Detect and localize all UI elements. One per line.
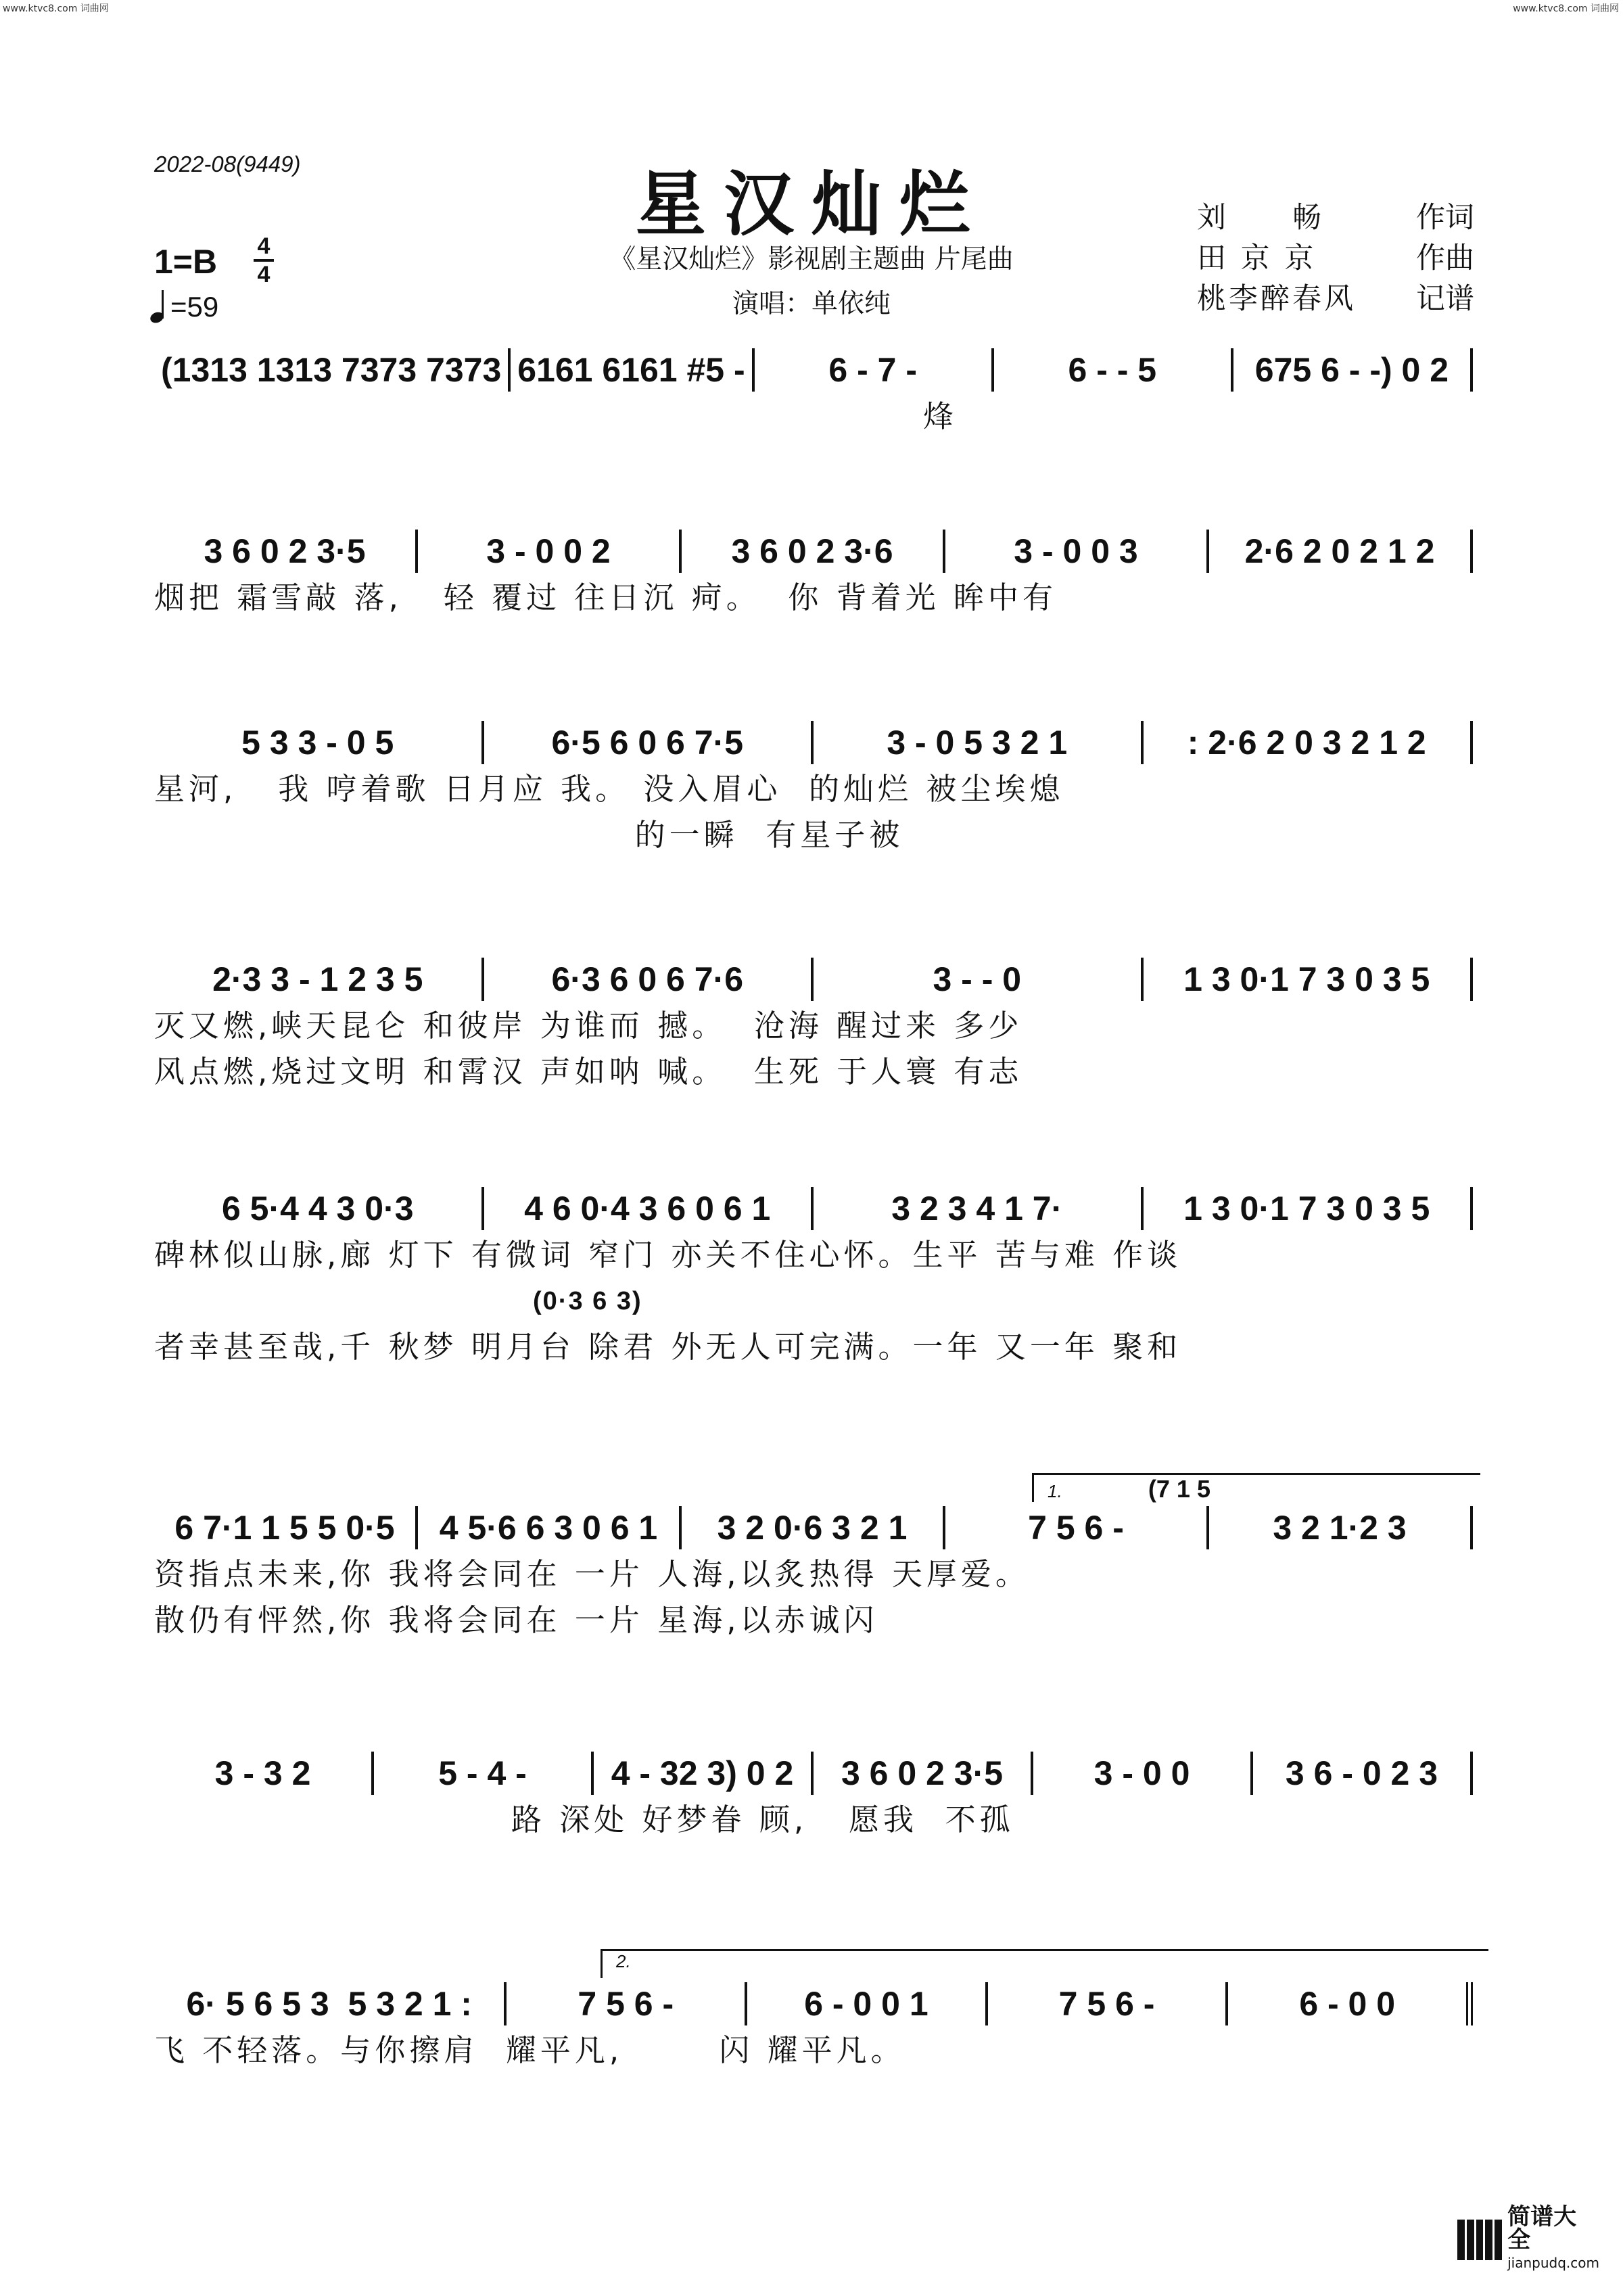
credit-composer (1197, 238, 1474, 279)
measure: 6 - - 5 (994, 348, 1233, 392)
credit-transcriber (1197, 279, 1474, 319)
measure: (1313 1313 7373 7373 (154, 348, 511, 392)
score-system-8 (154, 1951, 1473, 2074)
volta-number: 2. (616, 1951, 631, 1971)
score-system-3 (154, 719, 1473, 858)
measure: : 2·6 2 0 3 2 1 2 (1144, 721, 1474, 764)
score-system-5 (154, 1185, 1473, 1370)
watermark-right: www.ktvc8.com 词曲网 (1513, 3, 1619, 14)
measure: 3 2 1·2 3 (1209, 1506, 1473, 1549)
measure: 3 2 3 4 1 7· (814, 1187, 1144, 1230)
score-system-7 (154, 1750, 1473, 1843)
measure: 6 - 0 0 1 (747, 1982, 988, 2025)
notes-row (154, 1504, 1473, 1551)
measure: 4 - 32 3) 0 2 (594, 1752, 814, 1795)
notes-row (154, 1750, 1473, 1797)
logo-name: 简谱大全 (1507, 2203, 1577, 2253)
score-system-6 (154, 1475, 1473, 1643)
lyric-line: 飞 不轻落。与你擦肩 耀平凡, 闪 耀平凡。 (154, 2032, 905, 2068)
credit-role: 作词 (1416, 201, 1474, 235)
lyric-line: 烽 (154, 398, 958, 434)
measure: 3 - 0 0 (1033, 1752, 1253, 1795)
measure: 6·5 6 0 6 7·5 (484, 721, 814, 764)
tempo-value: =59 (170, 291, 219, 323)
tempo-marking (150, 291, 218, 323)
measure: 2·6 2 0 2 1 2 (1209, 530, 1473, 573)
measure: 5 - 4 - (374, 1752, 594, 1795)
site-logo (1457, 2203, 1599, 2274)
measure: 7 5 6 - (507, 1982, 747, 2025)
credit-name: 刘 畅 (1197, 201, 1324, 235)
measure: 1 3 0·1 7 3 0 3 5 (1144, 958, 1474, 1001)
score-system-4 (154, 956, 1473, 1095)
volta-number: 1. (1048, 1481, 1062, 1501)
score-system-2 (154, 528, 1473, 621)
measure: 3 2 0·6 3 2 1 (682, 1506, 945, 1549)
measure-final: 6 - 0 0 (1228, 1982, 1473, 2025)
measure: 3 - 0 0 2 (418, 530, 682, 573)
song-title: 星汉灿烂 (635, 163, 987, 245)
lyric-line: 碑林似山脉,廊 灯下 有微词 窄门 亦关不住心怀。生平 苦与难 作谈 (154, 1237, 1182, 1273)
measure: 3 6 0 2 3·5 (814, 1752, 1033, 1795)
measure: 3 - 0 5 3 2 1 (814, 721, 1144, 764)
score-system-1 (154, 346, 1473, 440)
song-subtitle: 《星汉灿烂》影视剧主题曲 片尾曲 (609, 244, 1014, 275)
lyric-line: 者幸甚至哉,千 秋梦 明月台 除君 外无人可完满。一年 又一年 聚和 (154, 1329, 1182, 1365)
measure: 3 6 0 2 3·6 (682, 530, 945, 573)
lyric-line: 散仍有怦然,你 我将会同在 一片 星海,以赤诚闪 (154, 1602, 878, 1638)
notes-row (154, 1185, 1473, 1232)
measure: 6 5·4 4 3 0·3 (154, 1187, 484, 1230)
credit-role: 作曲 (1416, 241, 1474, 275)
measure: 7 5 6 - (988, 1982, 1229, 2025)
measure: 2·3 3 - 1 2 3 5 (154, 958, 484, 1001)
key-signature: 1=B (154, 243, 218, 281)
notes-row (154, 528, 1473, 575)
lyric-line: 的一瞬 有星子被 (154, 817, 904, 853)
credit-role: 记谱 (1416, 282, 1474, 316)
measure: 1 3 0·1 7 3 0 3 5 (1144, 1187, 1474, 1230)
lyric-line: 星河, 我 哼着歌 日月应 我。 没入眉心 的灿烂 被尘埃熄 (154, 771, 1064, 807)
lyric-line: 资指点未来,你 我将会同在 一片 人海,以炙热得 天厚爱。 (154, 1556, 1030, 1592)
credit-lyricist (1197, 197, 1474, 238)
watermark-left: www.ktvc8.com 词曲网 (3, 3, 109, 14)
measure: 6161 6161 #5 - (511, 348, 754, 392)
alternate-notes: (0·3 6 3) (533, 1287, 642, 1315)
notes-row (154, 346, 1473, 394)
measure: 6· 5 6 5 3 5 3 2 1 : (154, 1982, 507, 2025)
credits-block (1197, 197, 1474, 319)
measure: 6 - 7 - (755, 348, 994, 392)
measure: 4 6 0·4 3 6 0 6 1 (484, 1187, 814, 1230)
grace-notes: (7 1 5 (1148, 1475, 1210, 1503)
second-ending-bracket (601, 1949, 1488, 1978)
measure: 4 5·6 6 3 0 6 1 (418, 1506, 682, 1549)
first-ending-bracket (1032, 1473, 1480, 1502)
measure: 6·3 6 0 6 7·6 (484, 958, 814, 1001)
credit-name: 桃李醉春风 (1197, 282, 1356, 316)
lyric-line: 烟把 霜雪敲 落, 轻 覆过 往日沉 疴。 你 背着光 眸中有 (154, 580, 1057, 615)
measure: 7 5 6 - (945, 1506, 1209, 1549)
time-sig-bottom: 4 (257, 262, 270, 287)
notes-row (154, 956, 1473, 1003)
measure: 3 - 3 2 (154, 1752, 374, 1795)
time-signature (254, 234, 274, 287)
measure: 675 6 - -) 0 2 (1233, 348, 1473, 392)
measure: 6 7·1 1 5 5 0·5 (154, 1506, 418, 1549)
lyric-line: 路 深处 好梦眷 顾, 愿我 不孤 (154, 1802, 1014, 1837)
measure: 3 - - 0 (814, 958, 1144, 1001)
piano-keys-icon (1457, 2220, 1502, 2260)
measure: 5 3 3 - 0 5 (154, 721, 484, 764)
lyric-line: 灭又燃,峡天昆仑 和彼岸 为谁而 撼。 沧海 醒过来 多少 (154, 1008, 1023, 1044)
quarter-note-icon (150, 291, 166, 323)
measure: 3 - 0 0 3 (945, 530, 1209, 573)
time-sig-top: 4 (257, 233, 270, 259)
logo-url: jianpudq.com (1507, 2255, 1599, 2271)
notes-row (154, 719, 1473, 766)
notes-row (154, 1980, 1473, 2028)
measure: 3 6 0 2 3·5 (154, 530, 418, 573)
lyric-line: 风点燃,烧过文明 和霄汉 声如呐 喊。 生死 于人寰 有志 (154, 1054, 1023, 1090)
singer-credit: 演唱：单依纯 (732, 289, 891, 319)
credit-name: 田 京 京 (1197, 241, 1317, 275)
measure: 3 6 - 0 2 3 (1253, 1752, 1473, 1795)
date-code: 2022-08(9449) (154, 151, 301, 177)
